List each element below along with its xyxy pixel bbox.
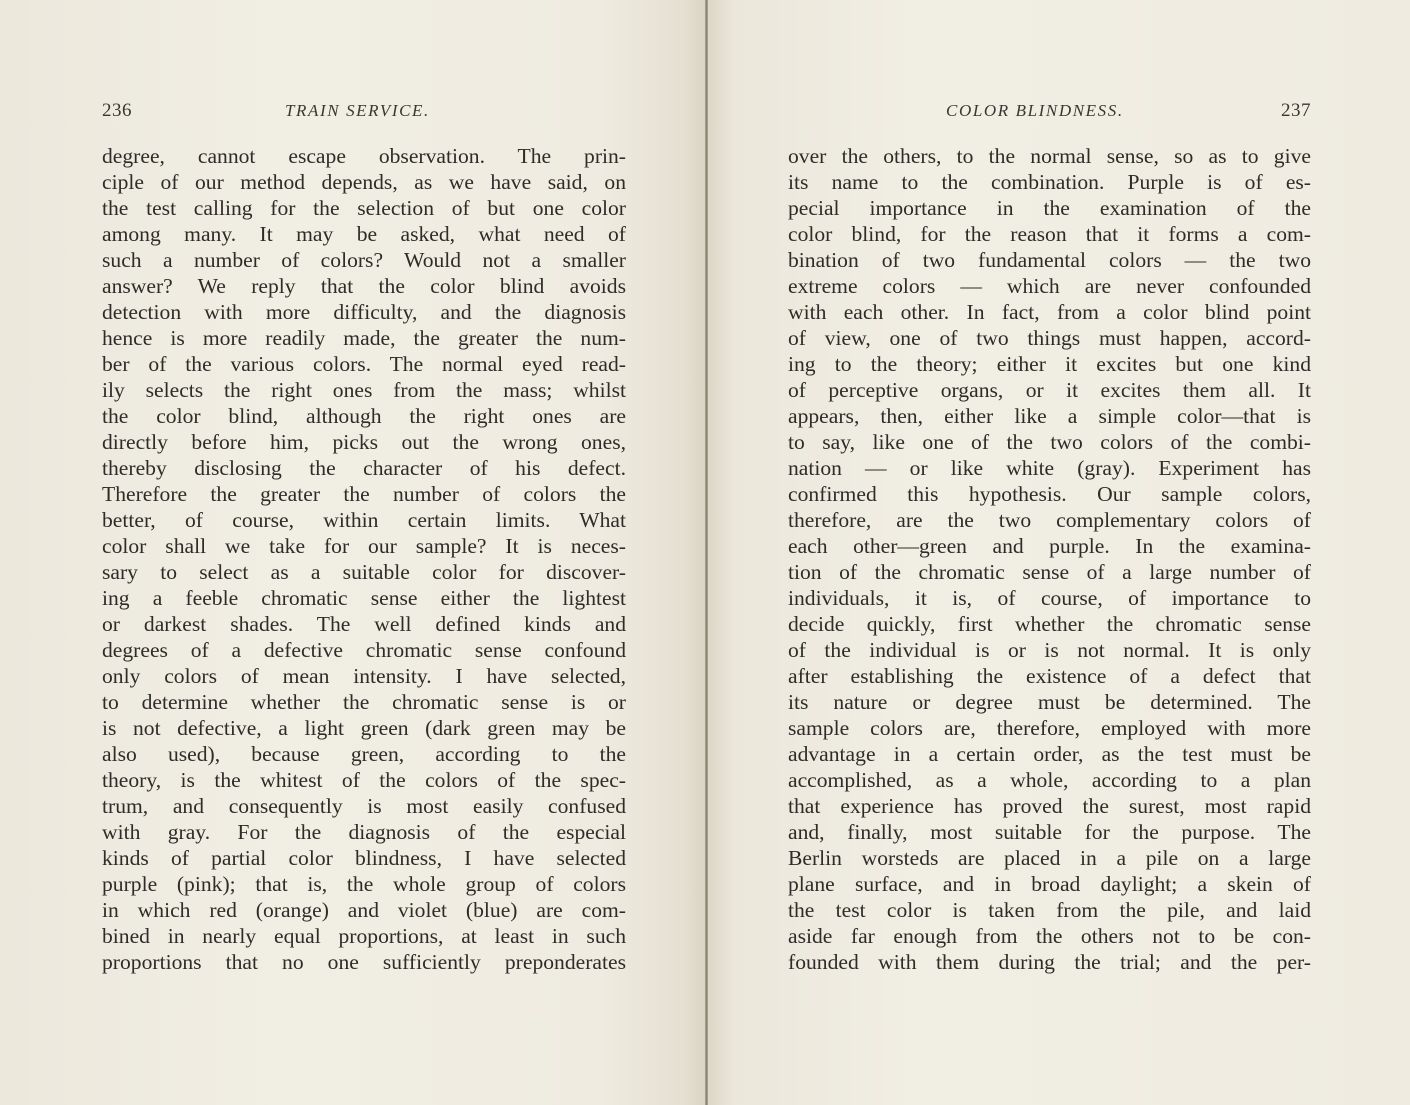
text-line: hence is more readily made, the greater the num- xyxy=(102,326,626,350)
text-line: degrees of a defective chromatic sense confound xyxy=(102,638,626,662)
text-line: proportions that no one sufficiently preponderates xyxy=(102,950,626,974)
text-line: after establishing the existence of a defect that xyxy=(788,664,1311,688)
text-line: only colors of mean intensity. I have selected, xyxy=(102,664,626,688)
text-line: or darkest shades. The well defined kinds and xyxy=(102,612,626,636)
text-line: accomplished, as a whole, according to a plan xyxy=(788,768,1311,792)
text-line: of perceptive organs, or it excites them all. It xyxy=(788,378,1311,402)
text-line: ing to the theory; either it excites but one kind xyxy=(788,352,1311,376)
text-line: each other—green and purple. In the examina- xyxy=(788,534,1311,558)
text-line: ciple of our method depends, as we have said, on xyxy=(102,170,626,194)
left-page-number: 236 xyxy=(102,100,132,121)
text-line: confirmed this hypothesis. Our sample colors, xyxy=(788,482,1311,506)
text-line: answer? We reply that the color blind avoids xyxy=(102,274,626,298)
text-line: of view, one of two things must happen, accord- xyxy=(788,326,1311,350)
text-line: ily selects the right ones from the mass; whilst xyxy=(102,378,626,402)
text-line: the color blind, although the right ones are xyxy=(102,404,626,428)
left-running-title: TRAIN SERVICE. xyxy=(285,101,430,120)
text-line: in which red (orange) and violet (blue) are com- xyxy=(102,898,626,922)
text-line: the test color is taken from the pile, and laid xyxy=(788,898,1311,922)
text-line: its name to the combination. Purple is of es- xyxy=(788,170,1311,194)
text-line: pecial importance in the examination of the xyxy=(788,196,1311,220)
text-line: tion of the chromatic sense of a large number of xyxy=(788,560,1311,584)
text-line: trum, and consequently is most easily confused xyxy=(102,794,626,818)
text-line: decide quickly, first whether the chromatic sense xyxy=(788,612,1311,636)
text-line: therefore, are the two complementary colors of xyxy=(788,508,1311,532)
right-running-head xyxy=(788,98,1311,124)
text-line: Therefore the greater the number of colors the xyxy=(102,482,626,506)
text-line: detection with more difficulty, and the diagnosis xyxy=(102,300,626,324)
left-page-body xyxy=(102,143,626,975)
text-line: theory, is the whitest of the colors of the spec- xyxy=(102,768,626,792)
text-line: ing a feeble chromatic sense either the lightest xyxy=(102,586,626,610)
text-line: thereby disclosing the character of his defect. xyxy=(102,456,626,480)
text-line: better, of course, within certain limits. What xyxy=(102,508,626,532)
text-line: is not defective, a light green (dark green may be xyxy=(102,716,626,740)
text-line: sample colors are, therefore, employed with more xyxy=(788,716,1311,740)
text-line: over the others, to the normal sense, so as to give xyxy=(788,144,1311,168)
text-line: appears, then, either like a simple color—that is xyxy=(788,404,1311,428)
text-line: individuals, it is, of course, of importance to xyxy=(788,586,1311,610)
text-line: with each other. In fact, from a color blind point xyxy=(788,300,1311,324)
text-line: color shall we take for our sample? It is neces- xyxy=(102,534,626,558)
text-line: kinds of partial color blindness, I have selected xyxy=(102,846,626,870)
book-gutter xyxy=(705,0,708,1105)
text-line: that experience has proved the surest, most rapid xyxy=(788,794,1311,818)
text-line: ber of the various colors. The normal eyed read- xyxy=(102,352,626,376)
text-line: to determine whether the chromatic sense is or xyxy=(102,690,626,714)
text-line: directly before him, picks out the wrong ones, xyxy=(102,430,626,454)
text-line: degree, cannot escape observation. The prin- xyxy=(102,144,626,168)
text-line: color blind, for the reason that it forms a com- xyxy=(788,222,1311,246)
right-page-body xyxy=(788,143,1311,975)
text-line: the test calling for the selection of but one color xyxy=(102,196,626,220)
text-line: plane surface, and in broad daylight; a skein of xyxy=(788,872,1311,896)
text-line: purple (pink); that is, the whole group of colors xyxy=(102,872,626,896)
text-line: sary to select as a suitable color for discover- xyxy=(102,560,626,584)
text-line: and, finally, most suitable for the purpose. The xyxy=(788,820,1311,844)
text-line: aside far enough from the others not to be con- xyxy=(788,924,1311,948)
right-page-number: 237 xyxy=(1281,100,1311,121)
text-line: Berlin worsteds are placed in a pile on a large xyxy=(788,846,1311,870)
text-line: among many. It may be asked, what need of xyxy=(102,222,626,246)
text-line: extreme colors — which are never confounded xyxy=(788,274,1311,298)
text-line: founded with them during the trial; and the per- xyxy=(788,950,1311,974)
text-line: bination of two fundamental colors — the two xyxy=(788,248,1311,272)
right-running-title: COLOR BLINDNESS. xyxy=(946,101,1124,120)
left-running-head xyxy=(102,98,626,124)
text-line: nation — or like white (gray). Experiment has xyxy=(788,456,1311,480)
text-line: also used), because green, according to the xyxy=(102,742,626,766)
text-line: such a number of colors? Would not a smaller xyxy=(102,248,626,272)
text-line: advantage in a certain order, as the test must be xyxy=(788,742,1311,766)
text-line: its nature or degree must be determined. The xyxy=(788,690,1311,714)
text-line: to say, like one of the two colors of the combi- xyxy=(788,430,1311,454)
text-line: bined in nearly equal proportions, at least in such xyxy=(102,924,626,948)
text-line: with gray. For the diagnosis of the especial xyxy=(102,820,626,844)
text-line: of the individual is or is not normal. It is only xyxy=(788,638,1311,662)
